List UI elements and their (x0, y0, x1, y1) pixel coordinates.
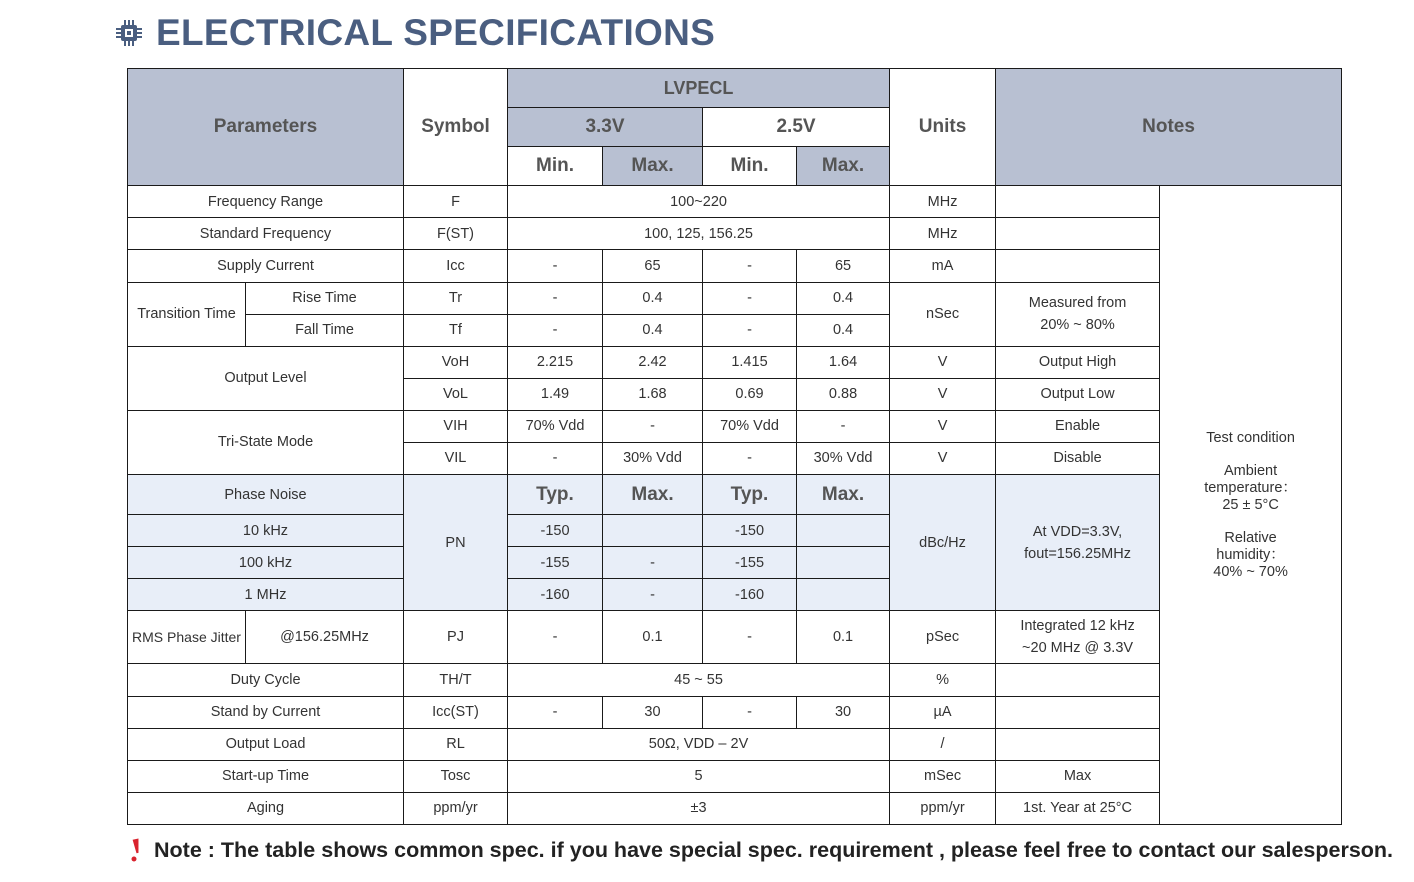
units-cell: mA (890, 250, 996, 282)
value-cell: 2.215 (508, 346, 603, 378)
param-cell: Standard Frequency (128, 218, 404, 250)
units-cell: % (890, 664, 996, 696)
param-cell: Tri-State Mode (128, 410, 404, 474)
symbol-cell: ppm/yr (404, 792, 508, 824)
symbol-cell: F(ST) (404, 218, 508, 250)
value-cell: 30% Vdd (603, 442, 703, 474)
symbol-cell: Tf (404, 314, 508, 346)
param-cell: Frequency Range (128, 186, 404, 218)
header-lvpecl: LVPECL (508, 69, 890, 108)
value-cell: 2.42 (603, 346, 703, 378)
symbol-cell: RL (404, 728, 508, 760)
header-max: Max. (797, 147, 890, 186)
param-cell: Output Level (128, 346, 404, 410)
units-cell: pSec (890, 611, 996, 664)
notes-cell (996, 696, 1160, 728)
header-2v5: 2.5V (703, 108, 890, 147)
max-header: Max. (797, 474, 890, 514)
table-row (128, 250, 1342, 282)
table-row (128, 611, 1342, 664)
ambient-label: Ambient temperature： (1204, 462, 1297, 496)
notes-cell: 1st. Year at 25°C (996, 792, 1160, 824)
value-cell: 70% Vdd (508, 410, 603, 442)
notes-cell: At VDD=3.3V, fout=156.25MHz (996, 474, 1160, 610)
param-cell: RMS Phase Jitter (128, 611, 246, 664)
value-cell: ±3 (508, 792, 890, 824)
value-cell: - (603, 547, 703, 579)
units-cell: dBc/Hz (890, 474, 996, 610)
notes-cell (996, 664, 1160, 696)
param-cell: 1 MHz (128, 579, 404, 611)
notes-cell (996, 186, 1160, 218)
param-cell: 10 kHz (128, 515, 404, 547)
value-cell (603, 515, 703, 547)
symbol-cell: Icc(ST) (404, 696, 508, 728)
notes-cell: Max (996, 760, 1160, 792)
header-min: Min. (703, 147, 797, 186)
value-cell: - (508, 442, 603, 474)
value-cell: -155 (508, 547, 603, 579)
subparam-cell: Fall Time (246, 314, 404, 346)
header-notes: Notes (996, 69, 1342, 186)
value-cell: - (703, 250, 797, 282)
subparam-cell: Rise Time (246, 282, 404, 314)
units-cell: MHz (890, 218, 996, 250)
notes-cell (996, 250, 1160, 282)
value-cell: - (703, 282, 797, 314)
units-cell: V (890, 378, 996, 410)
humidity-label: Relative humidity： (1216, 529, 1285, 563)
symbol-cell: VoH (404, 346, 508, 378)
value-cell: 100, 125, 156.25 (508, 218, 890, 250)
value-cell: -160 (703, 579, 797, 611)
table-row (128, 696, 1342, 728)
value-cell: 0.69 (703, 378, 797, 410)
units-cell: ppm/yr (890, 792, 996, 824)
header-max: Max. (603, 147, 703, 186)
spec-table (127, 68, 1342, 825)
value-cell: 30% Vdd (797, 442, 890, 474)
symbol-cell: F (404, 186, 508, 218)
value-cell: 5 (508, 760, 890, 792)
value-cell: -150 (703, 515, 797, 547)
value-cell: - (508, 696, 603, 728)
symbol-cell: Tosc (404, 760, 508, 792)
value-cell: 0.4 (603, 282, 703, 314)
notes-cell: Enable (996, 410, 1160, 442)
value-cell: - (508, 282, 603, 314)
value-cell: - (703, 314, 797, 346)
value-cell: -150 (508, 515, 603, 547)
table-row (128, 760, 1342, 792)
value-cell: 0.4 (797, 282, 890, 314)
value-cell: 70% Vdd (703, 410, 797, 442)
param-cell: Phase Noise (128, 474, 404, 514)
subparam-cell: @156.25MHz (246, 611, 404, 664)
value-cell: 50Ω, VDD – 2V (508, 728, 890, 760)
page-title: ELECTRICAL SPECIFICATIONS (156, 12, 716, 53)
header-symbol: Symbol (404, 69, 508, 186)
value-cell: 30 (603, 696, 703, 728)
value-cell: 45 ~ 55 (508, 664, 890, 696)
notes-cell: Disable (996, 442, 1160, 474)
notes-cell: Integrated 12 kHz ~20 MHz @ 3.3V (996, 611, 1160, 664)
notes-cell: Output Low (996, 378, 1160, 410)
value-cell: - (703, 696, 797, 728)
value-cell: - (603, 410, 703, 442)
symbol-cell: VIL (404, 442, 508, 474)
param-cell: Aging (128, 792, 404, 824)
symbol-cell: VIH (404, 410, 508, 442)
value-cell: 100~220 (508, 186, 890, 218)
value-cell: 1.64 (797, 346, 890, 378)
value-cell: 0.4 (797, 314, 890, 346)
value-cell: 65 (603, 250, 703, 282)
value-cell: 0.88 (797, 378, 890, 410)
param-cell: Transition Time (128, 282, 246, 346)
symbol-cell: Icc (404, 250, 508, 282)
value-cell: 1.415 (703, 346, 797, 378)
notes-cell (996, 728, 1160, 760)
value-cell: - (508, 250, 603, 282)
value-cell: - (797, 410, 890, 442)
page-header (114, 10, 715, 56)
notes-cell: Output High (996, 346, 1160, 378)
units-cell: / (890, 728, 996, 760)
param-cell: Start-up Time (128, 760, 404, 792)
param-cell: Output Load (128, 728, 404, 760)
param-cell: Duty Cycle (128, 664, 404, 696)
symbol-cell: Tr (404, 282, 508, 314)
value-cell: 30 (797, 696, 890, 728)
symbol-cell: VoL (404, 378, 508, 410)
value-cell: 0.1 (603, 611, 703, 664)
units-cell: MHz (890, 186, 996, 218)
units-cell: mSec (890, 760, 996, 792)
value-cell: - (508, 611, 603, 664)
table-row (128, 728, 1342, 760)
table-row (128, 792, 1342, 824)
table-row (128, 474, 1342, 514)
value-cell: - (703, 611, 797, 664)
value-cell: -155 (703, 547, 797, 579)
symbol-cell: TH/T (404, 664, 508, 696)
header-units: Units (890, 69, 996, 186)
table-row (128, 282, 1342, 314)
value-cell: - (603, 579, 703, 611)
footer-note-text: Note : The table shows common spec. if you have special spec. requirement , please feel free to contact our salesperson. (154, 837, 1394, 862)
typ-header: Typ. (703, 474, 797, 514)
symbol-cell: PN (404, 474, 508, 610)
param-cell: Stand by Current (128, 696, 404, 728)
units-cell: V (890, 442, 996, 474)
ambient-value: 25 ± 5°C (1222, 496, 1279, 513)
value-cell: 65 (797, 250, 890, 282)
notes-cell (996, 218, 1160, 250)
units-cell: V (890, 346, 996, 378)
max-header: Max. (603, 474, 703, 514)
value-cell: 1.68 (603, 378, 703, 410)
typ-header: Typ. (508, 474, 603, 514)
table-row (128, 186, 1342, 218)
param-cell: 100 kHz (128, 547, 404, 579)
header-min: Min. (508, 147, 603, 186)
value-cell: -160 (508, 579, 603, 611)
units-cell: µA (890, 696, 996, 728)
table-row (128, 410, 1342, 442)
value-cell (797, 515, 890, 547)
table-row (128, 218, 1342, 250)
value-cell: - (508, 314, 603, 346)
table-row (128, 664, 1342, 696)
header-3v3: 3.3V (508, 108, 703, 147)
notes-cell: Measured from 20% ~ 80% (996, 282, 1160, 346)
footer-note (128, 835, 1393, 865)
value-cell (797, 547, 890, 579)
value-cell: 1.49 (508, 378, 603, 410)
humidity-value: 40% ~ 70% (1213, 563, 1288, 580)
chip-icon (114, 18, 144, 48)
units-cell: nSec (890, 282, 996, 346)
value-cell (797, 579, 890, 611)
param-cell: Supply Current (128, 250, 404, 282)
value-cell: 0.1 (797, 611, 890, 664)
units-cell: V (890, 410, 996, 442)
test-condition-cell (1160, 186, 1342, 825)
header-parameters: Parameters (128, 69, 404, 186)
test-condition-title: Test condition (1206, 429, 1295, 446)
value-cell: - (703, 442, 797, 474)
symbol-cell: PJ (404, 611, 508, 664)
value-cell: 0.4 (603, 314, 703, 346)
exclamation-icon (128, 837, 144, 863)
table-row (128, 346, 1342, 378)
